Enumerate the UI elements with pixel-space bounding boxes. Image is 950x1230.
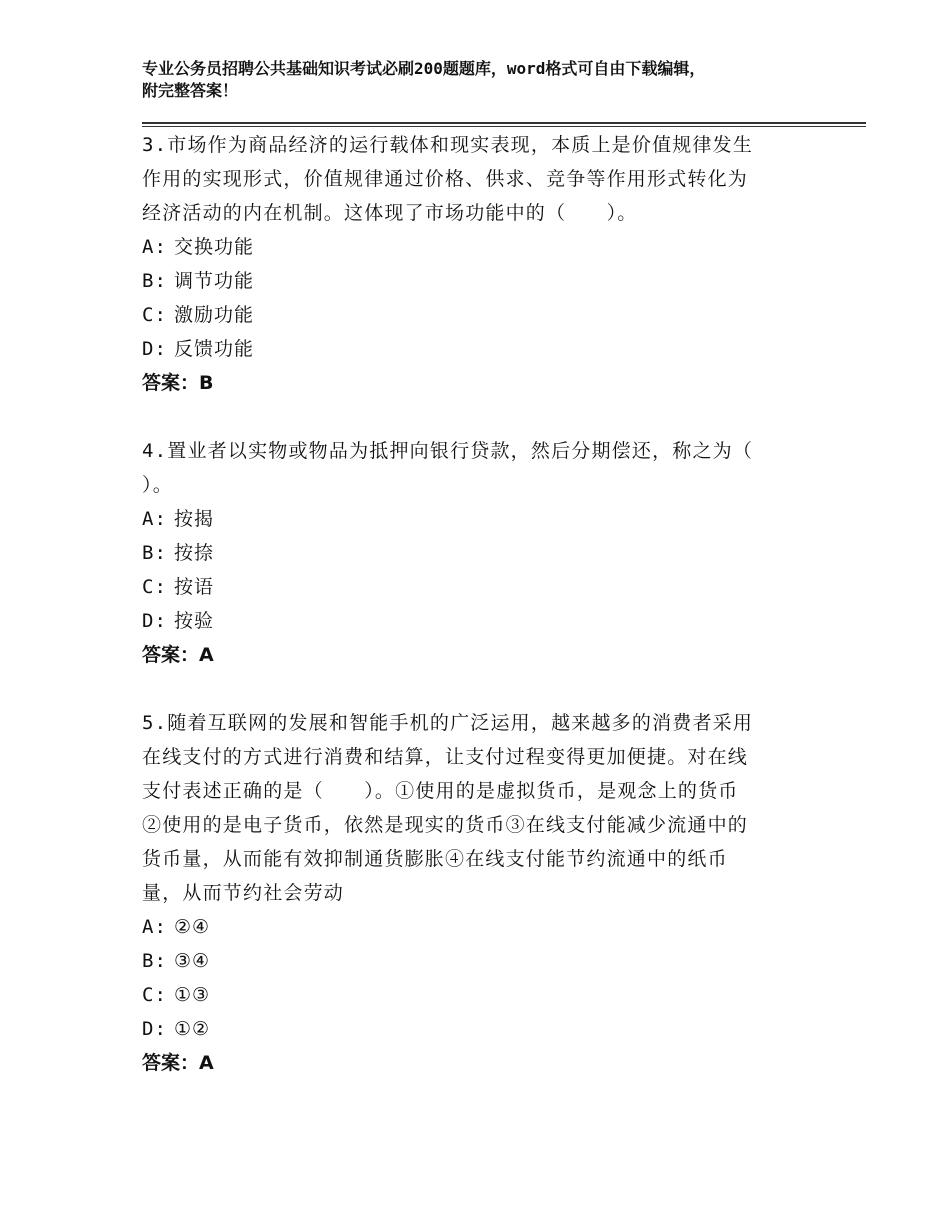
option-a — [142, 910, 810, 944]
option-text: 调节功能 — [174, 270, 255, 292]
option-a — [142, 502, 810, 536]
answer-line: 答案：A — [142, 644, 214, 666]
option-text: 激励功能 — [174, 304, 255, 326]
option-key: A: — [142, 508, 167, 530]
option-c — [142, 298, 810, 332]
header-line-2: 附完整答案！ — [142, 81, 239, 100]
question-stem-line: 作用的实现形式，价值规律通过价格、供求、竞争等作用形式转化为 — [142, 168, 749, 190]
option-c — [142, 978, 810, 1012]
option-key: C: — [142, 984, 167, 1006]
question-stem-line: 货币量，从而能有效抑制通货膨胀④在线支付能节约流通中的纸币 — [142, 848, 728, 870]
option-key: C: — [142, 304, 167, 326]
option-a — [142, 230, 810, 264]
option-text: 交换功能 — [174, 236, 255, 258]
option-key: C: — [142, 576, 167, 598]
option-key: A: — [142, 236, 167, 258]
option-key: D: — [142, 1018, 167, 1040]
option-text: 按揭 — [174, 508, 215, 530]
question-stem-line: ）。 — [142, 474, 173, 496]
option-text: 按语 — [174, 576, 215, 598]
question-stem-line: 4.置业者以实物或物品为抵押向银行贷款，然后分期偿还，称之为（ — [142, 440, 754, 462]
question-5 — [142, 706, 810, 1080]
answer-line: 答案：A — [142, 1052, 214, 1074]
question-spacer — [142, 672, 810, 706]
document-header — [142, 58, 842, 102]
option-c — [142, 570, 810, 604]
option-d — [142, 332, 810, 366]
option-text: ①③ — [174, 984, 211, 1006]
option-b — [142, 944, 810, 978]
option-key: B: — [142, 270, 167, 292]
option-d — [142, 1012, 810, 1046]
question-stem-line: 在线支付的方式进行消费和结算，让支付过程变得更加便捷。对在线 — [142, 746, 749, 768]
question-stem-line: 经济活动的内在机制。这体现了市场功能中的（ ）。 — [142, 202, 638, 224]
option-text: 反馈功能 — [174, 338, 255, 360]
question-stem-line: 支付表述正确的是（ ）。①使用的是虚拟货币，是观念上的货币 — [142, 780, 739, 802]
option-text: 按验 — [174, 610, 215, 632]
option-key: D: — [142, 610, 167, 632]
option-key: B: — [142, 950, 167, 972]
option-b — [142, 536, 810, 570]
header-divider-thick — [142, 122, 866, 124]
question-spacer — [142, 400, 810, 434]
question-stem-line: ②使用的是电子货币，依然是现实的货币③在线支付能减少流通中的 — [142, 814, 749, 836]
option-key: D: — [142, 338, 167, 360]
option-key: A: — [142, 916, 167, 938]
option-key: B: — [142, 542, 167, 564]
question-stem-line: 5.随着互联网的发展和智能手机的广泛运用，越来越多的消费者采用 — [142, 712, 754, 734]
header-line-1: 专业公务员招聘公共基础知识考试必刷200题题库，word格式可自由下载编辑， — [142, 59, 706, 78]
question-4 — [142, 434, 810, 672]
answer-line: 答案：B — [142, 372, 214, 394]
option-b — [142, 264, 810, 298]
header-divider-thin — [142, 126, 866, 127]
question-3 — [142, 128, 810, 400]
question-list — [142, 128, 810, 1080]
option-text: ③④ — [174, 950, 211, 972]
question-stem-line: 量，从而节约社会劳动 — [142, 882, 345, 904]
question-stem-line: 3.市场作为商品经济的运行载体和现实表现，本质上是价值规律发生 — [142, 134, 754, 156]
option-text: ②④ — [174, 916, 211, 938]
option-d — [142, 604, 810, 638]
option-text: 按捺 — [174, 542, 215, 564]
option-text: ①② — [174, 1018, 211, 1040]
